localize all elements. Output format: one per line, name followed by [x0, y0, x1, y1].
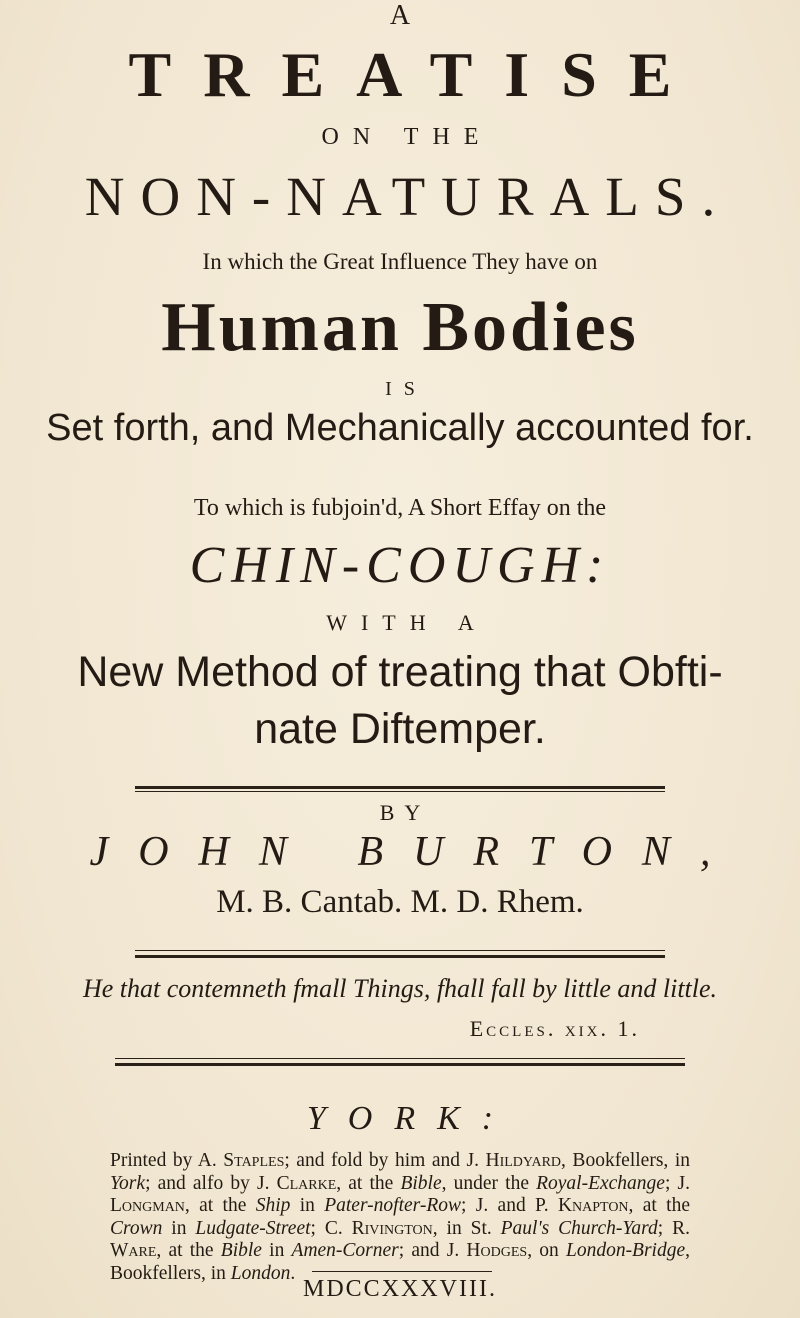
title-on-the: ON THE [321, 124, 493, 150]
divider-rule-top [135, 786, 665, 789]
author-by: BY [379, 800, 431, 825]
subtitle-with-a: WITH A [326, 610, 488, 635]
bookseller-hildyard: Hildyard [485, 1150, 562, 1171]
main-title: TREATISE [128, 39, 704, 110]
bookseller-rivington: Rivington [351, 1217, 433, 1239]
divider-rule-middle [135, 955, 665, 958]
imprint-place: YORK: [306, 1100, 516, 1137]
date-rule [312, 1271, 492, 1272]
subtitle-new-method-line2: nate Diftemper. [254, 705, 546, 753]
divider-rule-middle-thin [135, 950, 665, 951]
bookseller-longman: Longman [110, 1195, 185, 1217]
subtitle-new-method-line1: New Method of treating that Obfti- [77, 648, 723, 696]
author-degrees: M. B. Cantab. M. D. Rhem. [216, 884, 584, 920]
bookseller-ware: Ware [110, 1240, 157, 1262]
imprint-date: MDCCXXXVIII. [303, 1276, 497, 1302]
bookseller-hodges: Hodges [466, 1240, 528, 1262]
subtitle-in-which: In which the Great Influence They have on [202, 249, 598, 274]
title-article: A [389, 0, 411, 31]
author-name: JOHN BURTON, [89, 829, 741, 875]
subtitle-set-forth: Set forth, and Mechanically accounted for. [46, 407, 754, 449]
divider-rule-bottom [115, 1063, 685, 1066]
subtitle-is: IS [385, 378, 427, 400]
title-subject: NON-NATURALS. [84, 166, 732, 227]
essay-title-chin-cough: CHIN-COUGH: [189, 537, 611, 594]
bookseller-knapton: Knapton [557, 1195, 629, 1217]
subtitle-human-bodies: Human Bodies [161, 289, 639, 366]
epigraph-reference: Eccles. xix. 1. [469, 1016, 640, 1041]
divider-rule-bottom-thin [115, 1058, 685, 1059]
bookseller-clarke: Clarke [276, 1172, 337, 1194]
divider-rule-top-thin [135, 791, 665, 792]
subtitle-to-which: To which is fubjoin'd, A Short Effay on the [193, 495, 607, 521]
epigraph-text: He that contemneth fmall Things, fhall fall by little and little. [82, 974, 718, 1003]
imprint-printer-line: Printed by A. Staples; and fold by him and J. Hildyard, Bookfellers, in York; and alfo by J. Clarke, at the Bible, under the Royal-Exchange; J. Longman, at the Ship in Pater-nofter-Row; J. and P. Knapton, at the Crown in Ludgate-Street; C. Rivington, in St. Paul's Church-Yard; R. Ware, at the Bible in Amen-Corner; and J. Hodges, on London-Bridge, Bookfellers, in London. [110, 1150, 691, 1284]
printer-staples: Staples [223, 1150, 285, 1171]
